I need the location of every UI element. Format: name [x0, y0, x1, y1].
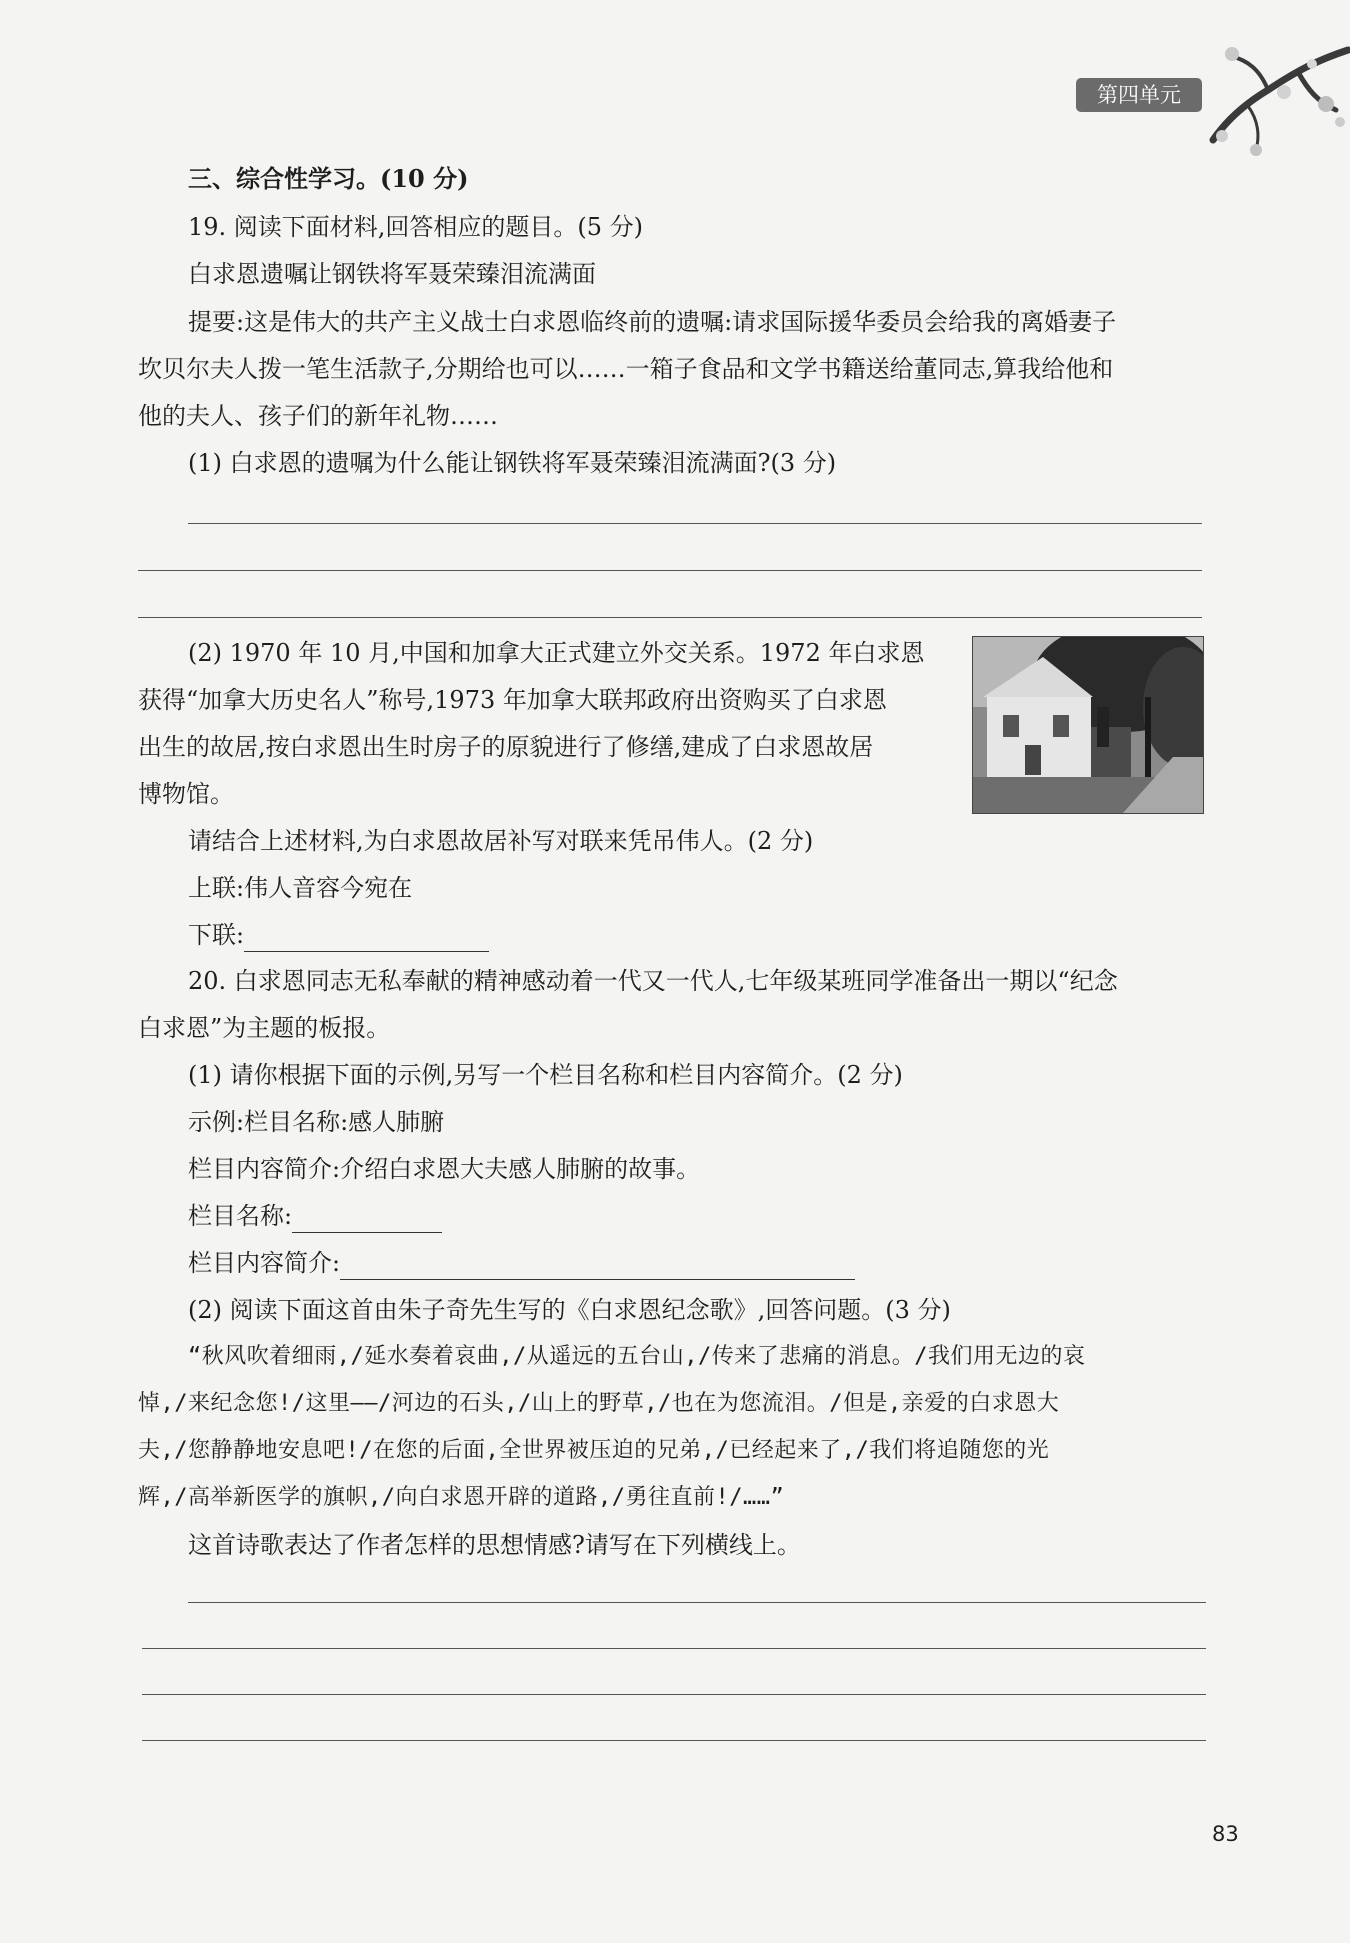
q19-sub1: (1) 白求恩的遗嘱为什么能让钢铁将军聂荣臻泪流满面?(3 分): [188, 449, 837, 477]
poem-line: 夫,/您静静地安息吧!/在您的后面,全世界被压迫的兄弟,/已经起来了,/我们将追随您的光: [138, 1438, 1050, 1463]
couplet-lower-blank[interactable]: [244, 925, 489, 952]
answer-line[interactable]: [142, 1740, 1206, 1741]
q19-summary-line: 坎贝尔夫人拨一笔生活款子,分期给也可以……一箱子食品和文学书籍送给董同志,算我给他和: [138, 355, 1114, 383]
answer-line[interactable]: [142, 1694, 1206, 1695]
couplet-upper: 上联:伟人音容今宛在: [188, 874, 413, 902]
q19-prompt: 19. 阅读下面材料,回答相应的题目。(5 分): [188, 213, 644, 241]
q19-sub2-line: 获得“加拿大历史名人”称号,1973 年加拿大联邦政府出资购买了白求恩: [138, 686, 887, 714]
answer-line[interactable]: [138, 570, 1202, 571]
q20-sub1: (1) 请你根据下面的示例,另写一个栏目名称和栏目内容简介。(2 分): [188, 1061, 903, 1089]
column-desc-row: [188, 1246, 855, 1280]
couplet-lower-label: 下联:: [188, 921, 245, 949]
answer-line[interactable]: [188, 1602, 1206, 1603]
q20-intro-line: 20. 白求恩同志无私奉献的精神感动着一代又一代人,七年级某班同学准备出一期以“纪念: [188, 967, 1118, 995]
q19-sub2-line: 博物馆。: [138, 780, 234, 808]
column-name-label: 栏目名称:: [188, 1202, 293, 1230]
q19-summary-line: 他的夫人、孩子们的新年礼物……: [138, 402, 498, 430]
poem-line: “秋风吹着细雨,/延水奏着哀曲,/从遥远的五台山,/传来了悲痛的消息。/我们用无边的哀: [188, 1344, 1086, 1369]
q20-intro-line: 白求恩”为主题的板报。: [138, 1014, 391, 1042]
section-title: 三、综合性学习。(10 分): [188, 164, 469, 193]
q19-headline: 白求恩遗嘱让钢铁将军聂荣臻泪流满面: [188, 260, 596, 288]
page-number: 83: [1212, 1822, 1239, 1846]
q20-example-name: 示例:栏目名称:感人肺腑: [188, 1108, 445, 1136]
plum-branch-icon: [1208, 40, 1350, 164]
answer-line[interactable]: [138, 617, 1202, 618]
poem-line: 悼,/来纪念您!/这里——/河边的石头,/山上的野草,/也在为您流泪。/但是,亲爱的白求恩大: [138, 1391, 1060, 1416]
poem-line: 辉,/高举新医学的旗帜,/向白求恩开辟的道路,/勇往直前!/……”: [138, 1485, 785, 1510]
q19-summary-line: 提要:这是伟大的共产主义战士白求恩临终前的遗嘱:请求国际援华委员会给我的离婚妻子: [188, 308, 1117, 336]
q19-sub2-task: 请结合上述材料,为白求恩故居补写对联来凭吊伟人。(2 分): [188, 827, 814, 855]
couplet-lower: [188, 918, 489, 952]
q20-example-desc: 栏目内容简介:介绍白求恩大夫感人肺腑的故事。: [188, 1155, 701, 1183]
answer-line[interactable]: [142, 1648, 1206, 1649]
bethune-house-photo: [972, 636, 1204, 814]
q19-sub2-line: 出生的故居,按白求恩出生时房子的原貌进行了修缮,建成了白求恩故居: [138, 733, 874, 761]
column-desc-blank[interactable]: [340, 1253, 855, 1280]
q19-sub2-line: (2) 1970 年 10 月,中国和加拿大正式建立外交关系。1972 年白求恩: [188, 639, 925, 667]
answer-line[interactable]: [188, 523, 1202, 524]
q20-question: 这首诗歌表达了作者怎样的思想情感?请写在下列横线上。: [188, 1531, 801, 1559]
q20-sub2: (2) 阅读下面这首由朱子奇先生写的《白求恩纪念歌》,回答问题。(3 分): [188, 1296, 951, 1324]
column-name-row: [188, 1199, 442, 1233]
unit-badge: 第四单元: [1076, 78, 1202, 112]
column-name-blank[interactable]: [292, 1206, 442, 1233]
column-desc-label: 栏目内容简介:: [188, 1249, 341, 1277]
